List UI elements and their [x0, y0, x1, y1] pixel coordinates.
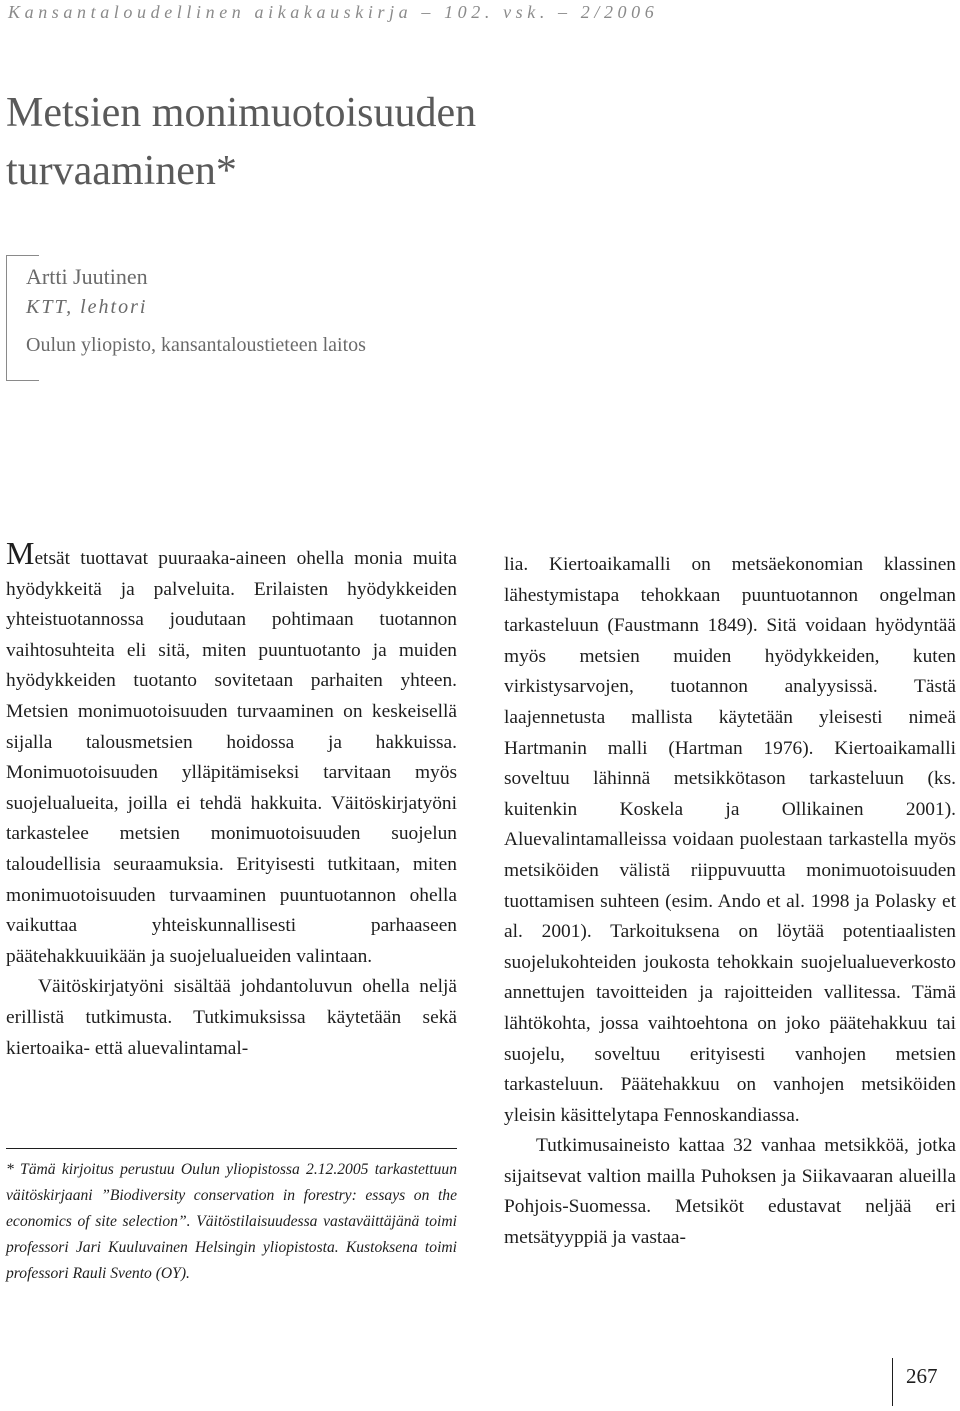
- article-title-line-1: Metsien monimuotoisuuden: [6, 90, 477, 136]
- footnote-rule: [6, 1148, 457, 1149]
- body-column-left: [6, 535, 457, 1064]
- footnote: * Tämä kirjoitus perustuu Oulun yliopistossa 2.12.2005 tarkastettuun väitöskirjaani ”Biodiversity conservation in forestry: essays on the economics of site selection”. Väitöstilaisuudessa vastaväittäjänä toimi professori Jari Kuuluvainen Helsingin yliopistosta. Kustoksena toimi professori Rauli Svento (OY).: [6, 1161, 457, 1282]
- page-number-rule: [892, 1358, 893, 1406]
- author-block: [26, 262, 366, 360]
- page-number: 267: [906, 1364, 938, 1388]
- article-title-line-2: turvaaminen*: [6, 148, 237, 194]
- author-name: Artti Juutinen: [26, 264, 148, 289]
- running-head: Kansantaloudellinen aikakauskirja – 102. vsk. – 2/2006: [8, 2, 659, 22]
- body-paragraph-3: lia. Kiertoaikamalli on metsäekonomian klassinen lähestymistapa tehokkaan puuntuotannon ongelman tarkasteluun (Faustmann 1849). Sitä voidaan hyödyntää myös metsien muiden hyödykkeiden, kuten virkistysarvojen, tuotannon analyysissä. Tästä laajennetusta mallista käytetään yleisesti nimeä Hartmanin malli (Hartman 1976). Kiertoaikamalli soveltuu lähinnä metsikkötason tarkasteluun (ks. kuitenkin Koskela ja Ollikainen 2001). Aluevalintamalleissa voidaan puolestaan tarkastella myös metsiköiden välistä riippuvuutta monimuotoisuuden tuottamisen suhteen (esim. Ando et al. 1998 ja Polasky et al. 2001). Tarkoituksena on löytää potentiaalisten suojelukohteiden joukosta tehokkain suojelualueverkosto annettujen tavoitteiden ja rajoitteiden vallitessa. Tämä lähtökohta, jossa vaihtoehtona on joko päätehakkuu tai suojelu, soveltuu erityisesti vanhojen metsien tarkasteluun. Päätehakkuu on vanhojen metsiköiden yleisin käsittelytapa Fennoskandiassa.: [504, 554, 956, 1126]
- author-title: KTT, lehtori: [26, 296, 148, 318]
- body-paragraph-2: Väitöskirjatyöni sisältää johdantoluvun ohella neljä erillistä tutkimusta. Tutkimuksissa käytetään sekä kiertoaika- että aluevalintamal-: [6, 976, 457, 1059]
- author-affiliation: Oulun yliopisto, kansantaloustieteen laitos: [26, 334, 366, 356]
- body-paragraph-1-text: etsät tuottavat puuraaka-aineen ohella monia muita hyödykkeitä ja palveluita. Erilaisten hyödykkeiden yhteistuotannossa joudutaan pohtimaan tuotannon vaihtosuhteita eli sitä, miten puuntuotanto ja muiden hyödykkeiden tuotanto sovitetaan parhaiten yhteen. Metsien monimuotoisuuden turvaaminen on keskeisellä sijalla talousmetsien hoidossa ja hakkuissa. Monimuotoisuuden ylläpitämiseksi tarvitaan myös suojelualueita, joilla ei tehdä hakkuita. Väitöskirjatyöni tarkastelee metsien monimuotoisuuden suojelun taloudellisia seuraamuksia. Erityisesti tutkitaan, miten monimuotoisuuden turvaaminen puuntuotannon ohella vaikuttaa yhteiskunnallisesti parhaaseen päätehakkuuikään ja suojelualueiden valintaan.: [6, 548, 457, 967]
- body-column-right: [504, 550, 956, 1254]
- drop-cap: M: [6, 535, 35, 571]
- body-paragraph-4: Tutkimusaineisto kattaa 32 vanhaa metsikköä, jotka sijaitsevat valtion mailla Puhoksen ja Siikavaaran alueilla Pohjois-Suomessa. Metsiköt edustavat neljää eri metsätyyppiä ja vastaa-: [504, 1135, 956, 1249]
- article-title: [6, 84, 906, 200]
- body-paragraph-1: [6, 535, 457, 972]
